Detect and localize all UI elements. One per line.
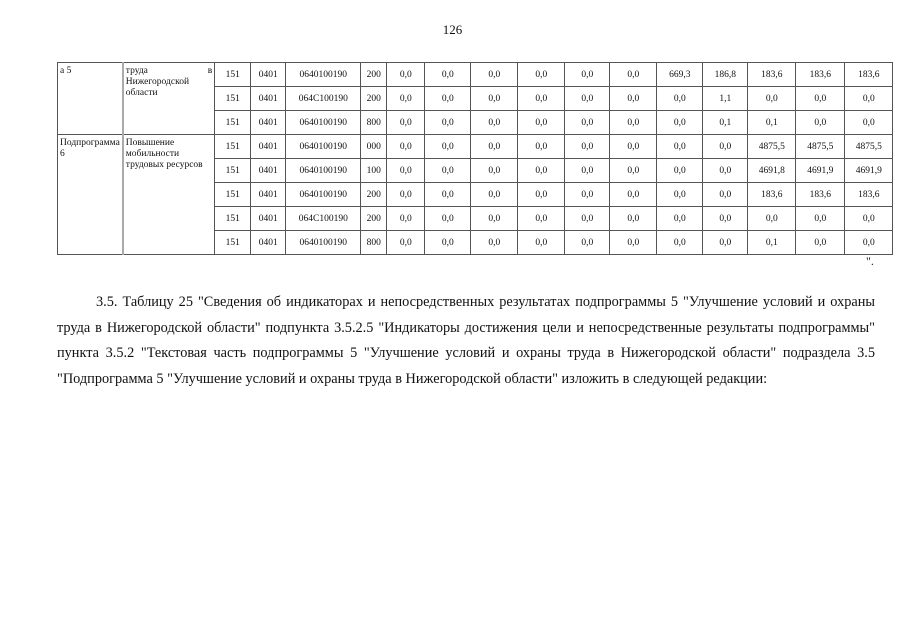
rzpr-cell: 0401 xyxy=(251,159,286,183)
value-cell: 0,0 xyxy=(845,111,893,135)
value-cell: 0,0 xyxy=(703,207,748,231)
value-cell: 0,0 xyxy=(565,135,610,159)
value-cell: 1,1 xyxy=(703,87,748,111)
program-cell: а 5 xyxy=(58,63,123,135)
value-cell: 0,0 xyxy=(425,63,471,87)
csr-cell: 0640100190 xyxy=(286,135,361,159)
rzpr-cell: 0401 xyxy=(251,231,286,255)
value-cell: 0,0 xyxy=(657,111,703,135)
value-cell: 0,0 xyxy=(703,159,748,183)
value-cell: 0,0 xyxy=(657,207,703,231)
value-cell: 0,0 xyxy=(565,183,610,207)
value-cell: 0,0 xyxy=(845,207,893,231)
value-cell: 0,0 xyxy=(565,87,610,111)
value-cell: 0,0 xyxy=(565,111,610,135)
value-cell: 0,0 xyxy=(845,87,893,111)
grbs-cell: 151 xyxy=(215,183,251,207)
value-cell: 0,0 xyxy=(387,183,425,207)
value-cell: 0,0 xyxy=(471,111,518,135)
value-cell: 0,0 xyxy=(845,231,893,255)
csr-cell: 0640100190 xyxy=(286,63,361,87)
value-cell: 183,6 xyxy=(748,63,796,87)
csr-cell: 0640100190 xyxy=(286,159,361,183)
value-cell: 0,0 xyxy=(565,231,610,255)
rzpr-cell: 0401 xyxy=(251,87,286,111)
value-cell: 0,0 xyxy=(387,87,425,111)
value-cell: 0,0 xyxy=(471,183,518,207)
program-name-cell: Повышение мобильности трудовых ресурсов xyxy=(123,135,215,255)
name-text: Нижегородской области xyxy=(125,77,190,98)
name-text: в xyxy=(207,66,213,76)
value-cell: 0,0 xyxy=(565,159,610,183)
value-cell: 0,0 xyxy=(471,135,518,159)
value-cell: 0,1 xyxy=(703,111,748,135)
value-cell: 0,1 xyxy=(748,111,796,135)
value-cell: 0,0 xyxy=(610,231,657,255)
vr-cell: 100 xyxy=(361,159,387,183)
value-cell: 0,0 xyxy=(565,207,610,231)
value-cell: 4875,5 xyxy=(796,135,845,159)
rzpr-cell: 0401 xyxy=(251,135,286,159)
grbs-cell: 151 xyxy=(215,159,251,183)
value-cell: 0,0 xyxy=(471,207,518,231)
value-cell: 0,0 xyxy=(425,159,471,183)
grbs-cell: 151 xyxy=(215,63,251,87)
value-cell: 0,0 xyxy=(657,183,703,207)
value-cell: 0,0 xyxy=(610,63,657,87)
value-cell: 0,0 xyxy=(387,207,425,231)
value-cell: 0,0 xyxy=(471,231,518,255)
value-cell: 0,0 xyxy=(425,231,471,255)
value-cell: 0,0 xyxy=(471,63,518,87)
value-cell: 183,6 xyxy=(845,183,893,207)
value-cell: 0,0 xyxy=(796,231,845,255)
value-cell: 0,0 xyxy=(387,135,425,159)
value-cell: 0,0 xyxy=(703,135,748,159)
value-cell: 183,6 xyxy=(796,183,845,207)
value-cell: 0,0 xyxy=(796,111,845,135)
program-cell: Подпрограмма 6 xyxy=(58,135,123,255)
grbs-cell: 151 xyxy=(215,231,251,255)
value-cell: 4875,5 xyxy=(748,135,796,159)
value-cell: 0,0 xyxy=(471,159,518,183)
csr-cell: 0640100190 xyxy=(286,183,361,207)
value-cell: 4691,8 xyxy=(748,159,796,183)
value-cell: 0,0 xyxy=(387,231,425,255)
value-cell: 0,0 xyxy=(518,63,565,87)
value-cell: 4691,9 xyxy=(796,159,845,183)
value-cell: 0,0 xyxy=(610,159,657,183)
value-cell: 0,0 xyxy=(796,87,845,111)
rzpr-cell: 0401 xyxy=(251,207,286,231)
value-cell: 0,0 xyxy=(565,63,610,87)
value-cell: 0,0 xyxy=(425,135,471,159)
value-cell: 0,0 xyxy=(748,207,796,231)
grbs-cell: 151 xyxy=(215,207,251,231)
value-cell: 0,0 xyxy=(796,207,845,231)
closing-quote: ". xyxy=(866,254,874,268)
page-number: 126 xyxy=(442,22,463,37)
value-cell: 669,3 xyxy=(657,63,703,87)
grbs-cell: 151 xyxy=(215,111,251,135)
csr-cell: 0640100190 xyxy=(286,111,361,135)
value-cell: 0,0 xyxy=(425,111,471,135)
value-cell: 0,0 xyxy=(425,87,471,111)
value-cell: 4691,9 xyxy=(845,159,893,183)
value-cell: 0,0 xyxy=(657,231,703,255)
value-cell: 0,0 xyxy=(518,231,565,255)
vr-cell: 200 xyxy=(361,207,387,231)
value-cell: 4875,5 xyxy=(845,135,893,159)
name-text: труда xyxy=(125,66,148,76)
value-cell: 0,0 xyxy=(610,183,657,207)
value-cell: 0,0 xyxy=(471,87,518,111)
grbs-cell: 151 xyxy=(215,135,251,159)
value-cell: 0,0 xyxy=(518,183,565,207)
rzpr-cell: 0401 xyxy=(251,111,286,135)
csr-cell: 0640100190 xyxy=(286,231,361,255)
value-cell: 0,0 xyxy=(425,183,471,207)
budget-table xyxy=(57,62,893,255)
value-cell: 183,6 xyxy=(748,183,796,207)
vr-cell: 800 xyxy=(361,111,387,135)
value-cell: 0,0 xyxy=(387,159,425,183)
value-cell: 0,0 xyxy=(518,207,565,231)
rzpr-cell: 0401 xyxy=(251,63,286,87)
value-cell: 0,0 xyxy=(703,183,748,207)
rzpr-cell: 0401 xyxy=(251,183,286,207)
value-cell: 0,0 xyxy=(425,207,471,231)
table-row xyxy=(58,63,893,87)
value-cell: 0,0 xyxy=(703,231,748,255)
value-cell: 0,0 xyxy=(387,63,425,87)
value-cell: 0,0 xyxy=(610,207,657,231)
value-cell: 0,1 xyxy=(748,231,796,255)
value-cell: 0,0 xyxy=(657,87,703,111)
value-cell: 186,8 xyxy=(703,63,748,87)
value-cell: 0,0 xyxy=(387,111,425,135)
value-cell: 0,0 xyxy=(657,135,703,159)
value-cell: 183,6 xyxy=(796,63,845,87)
value-cell: 0,0 xyxy=(518,111,565,135)
csr-cell: 064C100190 xyxy=(286,87,361,111)
vr-cell: 200 xyxy=(361,63,387,87)
value-cell: 0,0 xyxy=(610,87,657,111)
value-cell: 0,0 xyxy=(518,135,565,159)
grbs-cell: 151 xyxy=(215,87,251,111)
vr-cell: 200 xyxy=(361,183,387,207)
program-name-cell xyxy=(123,63,215,135)
vr-cell: 800 xyxy=(361,231,387,255)
vr-cell: 000 xyxy=(361,135,387,159)
value-cell: 0,0 xyxy=(610,135,657,159)
value-cell: 0,0 xyxy=(518,87,565,111)
value-cell: 0,0 xyxy=(518,159,565,183)
csr-cell: 064C100190 xyxy=(286,207,361,231)
amendment-paragraph: 3.5. Таблицу 25 "Сведения об индикаторах и непосредственных результатах подпрограммы 5 "Улучшение условий и охраны труда в Нижегородской области" подпункта 3.5.2.5 "Индикаторы достижения цели и непосредственные результаты подпрограммы" пункта 3.5.2 "Текстовая часть подпрограммы 5 "Улучшение условий и охраны труда в Нижегородской области" подраздела 3.5 "Подпрограмма 5 "Улучшение условий и охраны труда в Нижегородской области" изложить в следующей редакции: xyxy=(57,294,875,387)
value-cell: 0,0 xyxy=(748,87,796,111)
value-cell: 0,0 xyxy=(610,111,657,135)
table-row xyxy=(58,135,893,159)
value-cell: 183,6 xyxy=(845,63,893,87)
value-cell: 0,0 xyxy=(657,159,703,183)
vr-cell: 200 xyxy=(361,87,387,111)
